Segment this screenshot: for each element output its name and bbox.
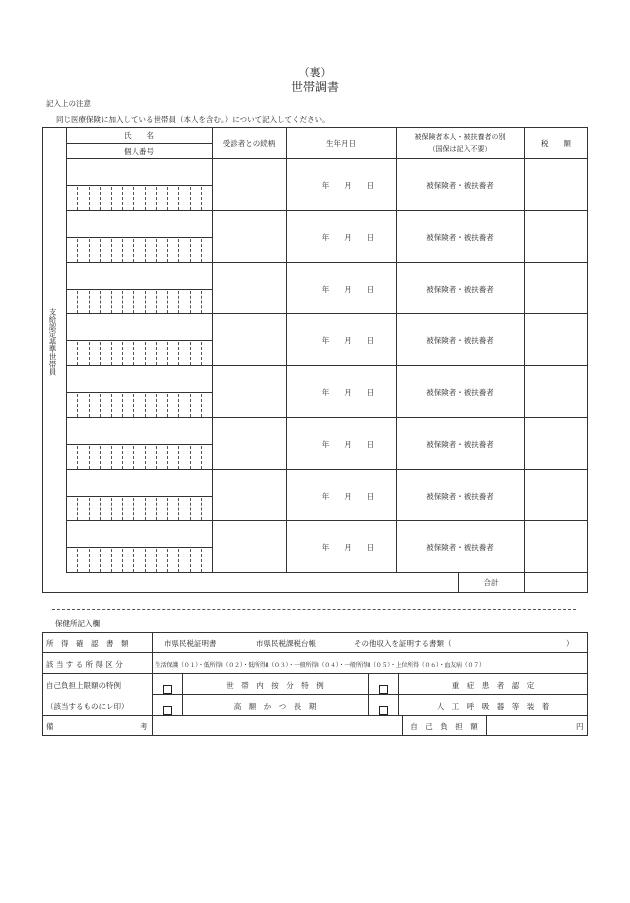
relation-field[interactable] (213, 159, 285, 209)
insured-type-option[interactable]: 被保険者・被扶養者 (426, 439, 494, 449)
birth-date-field[interactable]: 年 月 日 (321, 543, 375, 553)
my-number-field[interactable] (67, 445, 211, 469)
notes-text: 同じ医療保険に加入している世帯員（本人を含む。）について記入してください。 (56, 115, 330, 124)
remarks-label-a: 備 (46, 722, 54, 731)
birth-date-field[interactable]: 年 月 日 (321, 491, 375, 501)
total-label: 合計 (483, 578, 499, 587)
special-option-severe-patient: 重 症 患 者 認 定 (451, 681, 535, 690)
relation-field[interactable] (213, 521, 285, 571)
office-heading: 保健所記入欄 (55, 619, 100, 628)
name-field[interactable] (67, 521, 211, 546)
my-number-field[interactable] (67, 238, 211, 262)
name-field[interactable] (67, 211, 211, 236)
income-class-options[interactable]: 生活保護（０１）・低所得Ⅰ（０２）・低所得Ⅱ（０３）・一般所得Ⅰ（０４）・一般所得Ⅱ（０５）・上位所得（０６）・血友病（０７） (155, 662, 485, 669)
header-tax: 税 額 (541, 139, 571, 148)
name-field[interactable] (67, 159, 211, 184)
insured-type-option[interactable]: 被保険者・被扶養者 (426, 388, 494, 397)
checkbox-severe-patient[interactable] (379, 679, 388, 698)
income-docs-option-certificate[interactable]: 市県民税証明書 (164, 639, 217, 648)
name-field[interactable] (67, 418, 211, 443)
birth-date-field[interactable]: 年 月 日 (321, 284, 375, 294)
relation-field[interactable] (213, 366, 285, 416)
special-option-ventilator: 人 工 呼 吸 器 等 装 着 (436, 702, 550, 711)
special-label: 自己負担上限額の特例 (46, 681, 121, 690)
section-divider (52, 609, 576, 610)
relation-field[interactable] (213, 211, 285, 261)
side-label: 支給認定基準世帯員 (48, 308, 57, 376)
name-field[interactable] (67, 263, 211, 288)
special-sub-label: （該当するものにレ印） (46, 702, 129, 711)
income-class-label: 該 当 す る 所 得 区 分 (46, 660, 123, 669)
birth-date-field[interactable]: 年 月 日 (321, 439, 375, 449)
birth-date-field[interactable]: 年 月 日 (321, 388, 375, 397)
birth-date-field[interactable]: 年 月 日 (321, 181, 375, 190)
self-pay-label: 自 己 負 担 額 (410, 722, 478, 731)
income-docs-option-other[interactable]: その他収入を証明する書類（ (354, 639, 452, 648)
my-number-field[interactable] (67, 497, 211, 521)
relation-field[interactable] (213, 470, 285, 520)
name-field[interactable] (67, 470, 211, 495)
tax-field[interactable] (525, 470, 587, 520)
income-docs-label: 所 得 確 認 書 類 (46, 639, 129, 648)
my-number-field[interactable] (67, 393, 211, 417)
insured-type-option[interactable]: 被保険者・被扶養者 (426, 543, 494, 553)
insured-type-option[interactable]: 被保険者・被扶養者 (426, 232, 494, 242)
page-subtitle-ura: （裏） (298, 66, 332, 79)
yen-unit: 円 (576, 722, 584, 731)
self-pay-field[interactable] (487, 716, 577, 735)
page-title: 世帯調書 (290, 80, 339, 94)
birth-date-field[interactable]: 年 月 日 (321, 336, 375, 346)
insured-type-option[interactable]: 被保険者・被扶養者 (426, 284, 494, 294)
insured-type-option[interactable]: 被保険者・被扶養者 (426, 336, 494, 346)
my-number-field[interactable] (67, 290, 211, 314)
tax-field[interactable] (525, 366, 587, 416)
name-field[interactable] (67, 314, 211, 339)
header-name: 氏 名 (124, 131, 154, 140)
header-my-number: 個人番号 (124, 147, 154, 156)
relation-field[interactable] (213, 418, 285, 468)
header-birth: 生年月日 (326, 139, 356, 148)
income-docs-option-ledger[interactable]: 市県民税課税台帳 (256, 639, 316, 648)
tax-field[interactable] (525, 418, 587, 468)
header-insured-type: 被保険者本人・被扶養者の別 (414, 133, 506, 141)
insured-type-option[interactable]: 被保険者・被扶養者 (426, 491, 494, 501)
birth-date-field[interactable]: 年 月 日 (321, 232, 375, 242)
tax-field[interactable] (525, 263, 587, 313)
my-number-field[interactable] (67, 548, 211, 572)
special-option-high-long-term: 高 額 か つ 長 期 (233, 702, 317, 711)
total-value-cell[interactable] (525, 572, 587, 592)
header-insured-note: （国保は記入不要） (428, 145, 492, 153)
name-field[interactable] (67, 366, 211, 391)
notes-heading: 記入上の注意 (46, 99, 91, 108)
income-docs-option-other-close: ） (566, 639, 574, 648)
insured-type-option[interactable]: 被保険者・被扶養者 (426, 181, 494, 190)
tax-field[interactable] (525, 521, 587, 571)
my-number-field[interactable] (67, 186, 211, 210)
tax-field[interactable] (525, 314, 587, 364)
tax-field[interactable] (525, 211, 587, 261)
remarks-field[interactable] (153, 716, 401, 735)
relation-field[interactable] (213, 314, 285, 364)
relation-field[interactable] (213, 263, 285, 313)
checkbox-household-split[interactable] (163, 679, 172, 698)
tax-field[interactable] (525, 159, 587, 209)
remarks-label-b: 考 (140, 722, 148, 731)
special-option-household-split: 世 帯 内 按 分 特 例 (226, 681, 324, 690)
my-number-field[interactable] (67, 341, 211, 365)
header-relation: 受診者との続柄 (222, 139, 276, 148)
